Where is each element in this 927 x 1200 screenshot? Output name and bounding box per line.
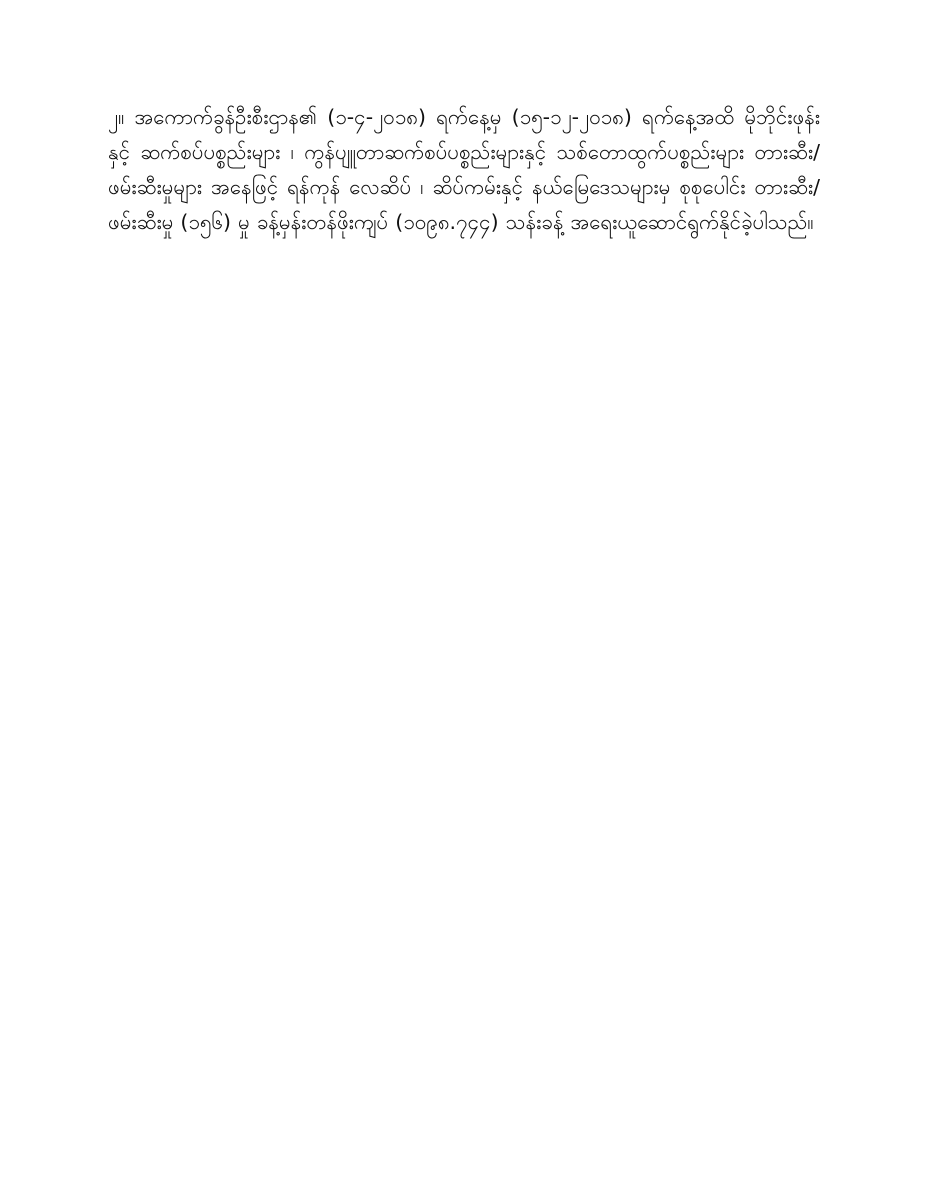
paragraph-2: ၂။ အကောက်ခွန်ဦးစီးဌာန၏ (၁-၄-၂၀၁၈) ရက်နေ့မှ (၁၅-၁၂-၂၀၁၈) ရက်နေ့အထိ မိုဘိုင်းဖုန်းနှင့် ဆက်စပ်ပစ္စည်းများ ၊ ကွန်ပျူတာဆက်စပ်ပစ္စည်းများနှင့် သစ်တောထွက်ပစ္စည်းများ တားဆီး/ ဖမ်းဆီးမှုများ အနေဖြင့် ရန်ကုန် လေဆိပ် ၊ ဆိပ်ကမ်းနှင့် နယ်မြေဒေသများမှ စုစုပေါင်း တားဆီး/ ဖမ်းဆီးမှု (၁၅၆) မှု ခန့်မှန်းတန်ဖိုးကျပ် (၁၀၉၈.၇၄၄) သန်းခန့် အရေးယူဆောင်ရွက်နိုင်ခဲ့ပါသည်။ xyxy=(108,105,820,234)
document-body xyxy=(108,100,820,240)
